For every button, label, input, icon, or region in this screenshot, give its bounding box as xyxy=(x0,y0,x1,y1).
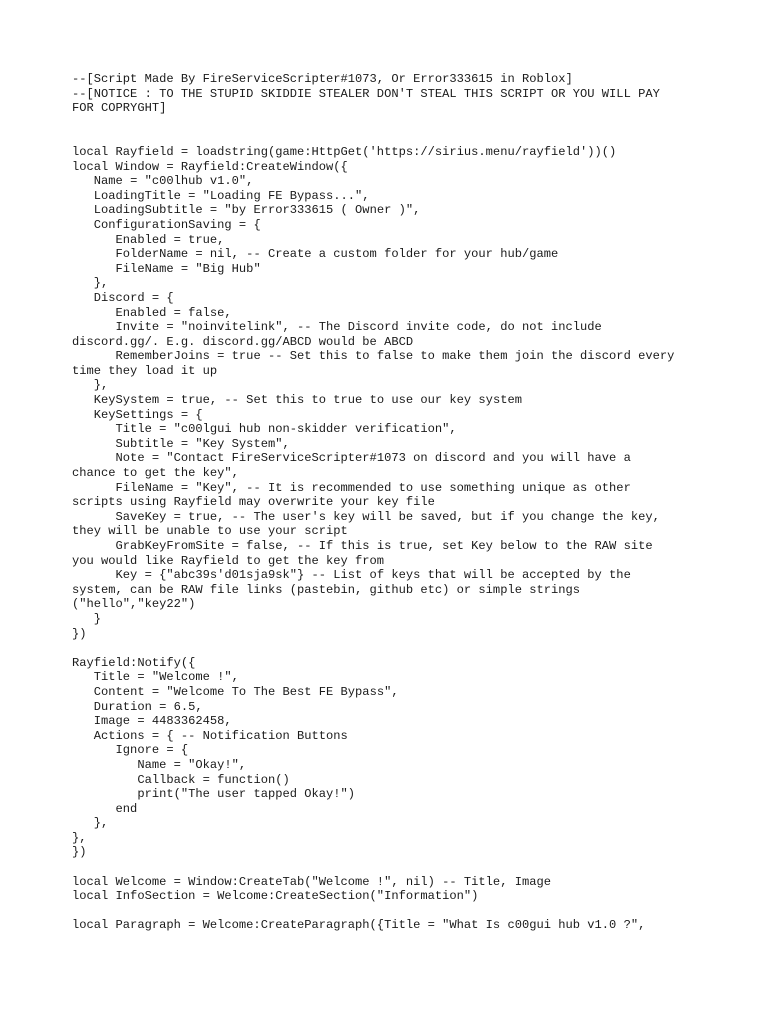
notify-code: Rayfield:Notify({ Title = "Welcome !", Content = "Welcome To The Best FE Bypass", Duration = 6.5, Image = 4483362458, Actions = { -- Notification Buttons Ignore = { Name = "Okay!", Callback = function() print("The user tapped Okay!") end }, }, }) xyxy=(72,655,399,860)
script-header-comment: --[Script Made By FireServiceScripter#1073, Or Error333615 in Roblox] --[NOTICE : TO THE STUPID SKIDDIE STEALER DON'T STEAL THIS SCRIPT OR YOU WILL PAY FOR COPRYGHT] xyxy=(72,72,660,116)
window-creation-code: local Rayfield = loadstring(game:HttpGet('https://sirius.menu/rayfield'))() local Window = Rayfield:CreateWindow({ Name = "c00lhub v1.0", LoadingTitle = "Loading FE Bypass...", LoadingSubtitle = "by Error333615 ( Owner )", ConfigurationSaving = { Enabled = true, FolderName = nil, -- Create a custom folder for your hub/game FileName = "Big Hub" }, Discord = { Enabled = false, Invite = "noinvitelink", -- The Discord invite code, do not include discord.gg/. E.g. discord.gg/ABCD would be ABCD RememberJoins = true -- Set this to false to make them join the discord every time they load it up }, KeySystem = true, -- Set this to true to use our key system KeySettings = { Title = "c00lgui hub non-skidder verification", Subtitle = "Key System", Note = "Contact FireServiceScripter#1073 on discord and you will have a chance to get the key", FileName = "Key", -- It is recommended to use something unique as other scripts using Rayfield may overwrite your key file SaveKey = true, -- The user's key will be saved, but if you change the key, they will be unable to use your script GrabKeyFromSite = false, -- If this is true, set Key below to the RAW site you would like Rayfield to get the key from Key = {"abc39s'd01sja9sk"} -- List of keys that will be accepted by the system, can be RAW file links (pastebin, github etc) or simple strings ("hello","key22") } }) xyxy=(72,144,675,641)
paragraph-code: local Paragraph = Welcome:CreateParagraph({Title = "What Is c00gui hub v1.0 ?", xyxy=(72,918,646,933)
tab-section-code: local Welcome = Window:CreateTab("Welcome !", nil) -- Title, Image local InfoSection = Welcome:CreateSection("Information") xyxy=(72,874,551,904)
document-page xyxy=(72,72,712,933)
